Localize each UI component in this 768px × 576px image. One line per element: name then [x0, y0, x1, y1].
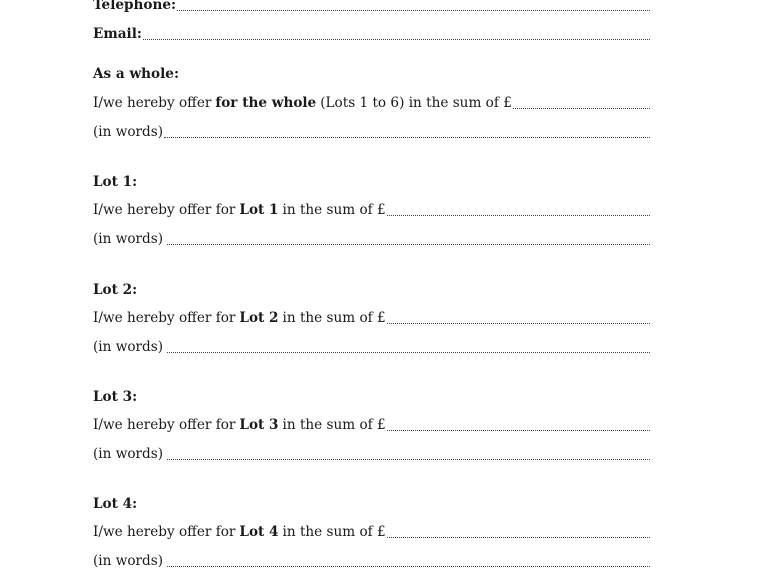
whole-words-field[interactable] [93, 124, 650, 141]
lot-2-heading: Lot 2: [93, 282, 138, 298]
lot-4-offer-prefix: I/we hereby offer for [93, 524, 236, 540]
lot-1-words-label: (in words) [93, 231, 164, 247]
lot-3-words-input-line[interactable] [167, 459, 650, 460]
email-label: Email: [93, 26, 142, 42]
lot-3-offer-suffix: in the sum of £ [282, 417, 386, 433]
lot-3-offer-bold: Lot 3 [239, 417, 279, 433]
whole-words-input-line[interactable] [164, 137, 650, 138]
lot-1-words-input-line[interactable] [167, 244, 650, 245]
lot-2-words-input-line[interactable] [167, 352, 650, 353]
lot-2-offer-field[interactable] [93, 310, 650, 327]
whole-amount-input-line[interactable] [513, 108, 650, 109]
lot-4-offer-field[interactable] [93, 524, 650, 541]
whole-offer-bold: for the whole [215, 95, 317, 111]
lot-2-amount-input-line[interactable] [387, 323, 650, 324]
lot-4-offer-bold: Lot 4 [239, 524, 279, 540]
lot-4-words-field[interactable] [93, 553, 650, 570]
telephone-label: Telephone: [93, 0, 177, 13]
lot-1-amount-input-line[interactable] [387, 215, 650, 216]
lot-3-words-label: (in words) [93, 446, 164, 462]
lot-3-offer-prefix: I/we hereby offer for [93, 417, 236, 433]
lot-4-heading: Lot 4: [93, 496, 138, 512]
lot-1-heading: Lot 1: [93, 174, 138, 190]
lot-3-words-field[interactable] [93, 446, 650, 463]
whole-heading: As a whole: [93, 66, 179, 82]
email-input-line[interactable] [143, 39, 650, 40]
lot-4-words-label: (in words) [93, 553, 164, 569]
lot-4-amount-input-line[interactable] [387, 537, 650, 538]
whole-offer-prefix: I/we hereby offer [93, 95, 212, 111]
lot-2-offer-prefix: I/we hereby offer for [93, 310, 236, 326]
lot-1-offer-prefix: I/we hereby offer for [93, 202, 236, 218]
telephone-field[interactable] [93, 0, 650, 14]
whole-offer-field[interactable] [93, 95, 650, 112]
whole-offer-suffix: (Lots 1 to 6) in the sum of £ [320, 95, 512, 111]
lot-4-words-input-line[interactable] [167, 566, 650, 567]
telephone-input-line[interactable] [177, 10, 650, 11]
whole-words-label: (in words) [93, 124, 164, 140]
lot-1-offer-suffix: in the sum of £ [282, 202, 386, 218]
lot-1-offer-bold: Lot 1 [239, 202, 279, 218]
email-field[interactable] [93, 26, 650, 43]
lot-1-words-field[interactable] [93, 231, 650, 248]
lot-3-offer-field[interactable] [93, 417, 650, 434]
lot-4-offer-suffix: in the sum of £ [282, 524, 386, 540]
lot-3-amount-input-line[interactable] [387, 430, 650, 431]
lot-2-offer-bold: Lot 2 [239, 310, 279, 326]
lot-1-offer-field[interactable] [93, 202, 650, 219]
lot-2-offer-suffix: in the sum of £ [282, 310, 386, 326]
lot-2-words-label: (in words) [93, 339, 164, 355]
lot-3-heading: Lot 3: [93, 389, 138, 405]
lot-2-words-field[interactable] [93, 339, 650, 356]
